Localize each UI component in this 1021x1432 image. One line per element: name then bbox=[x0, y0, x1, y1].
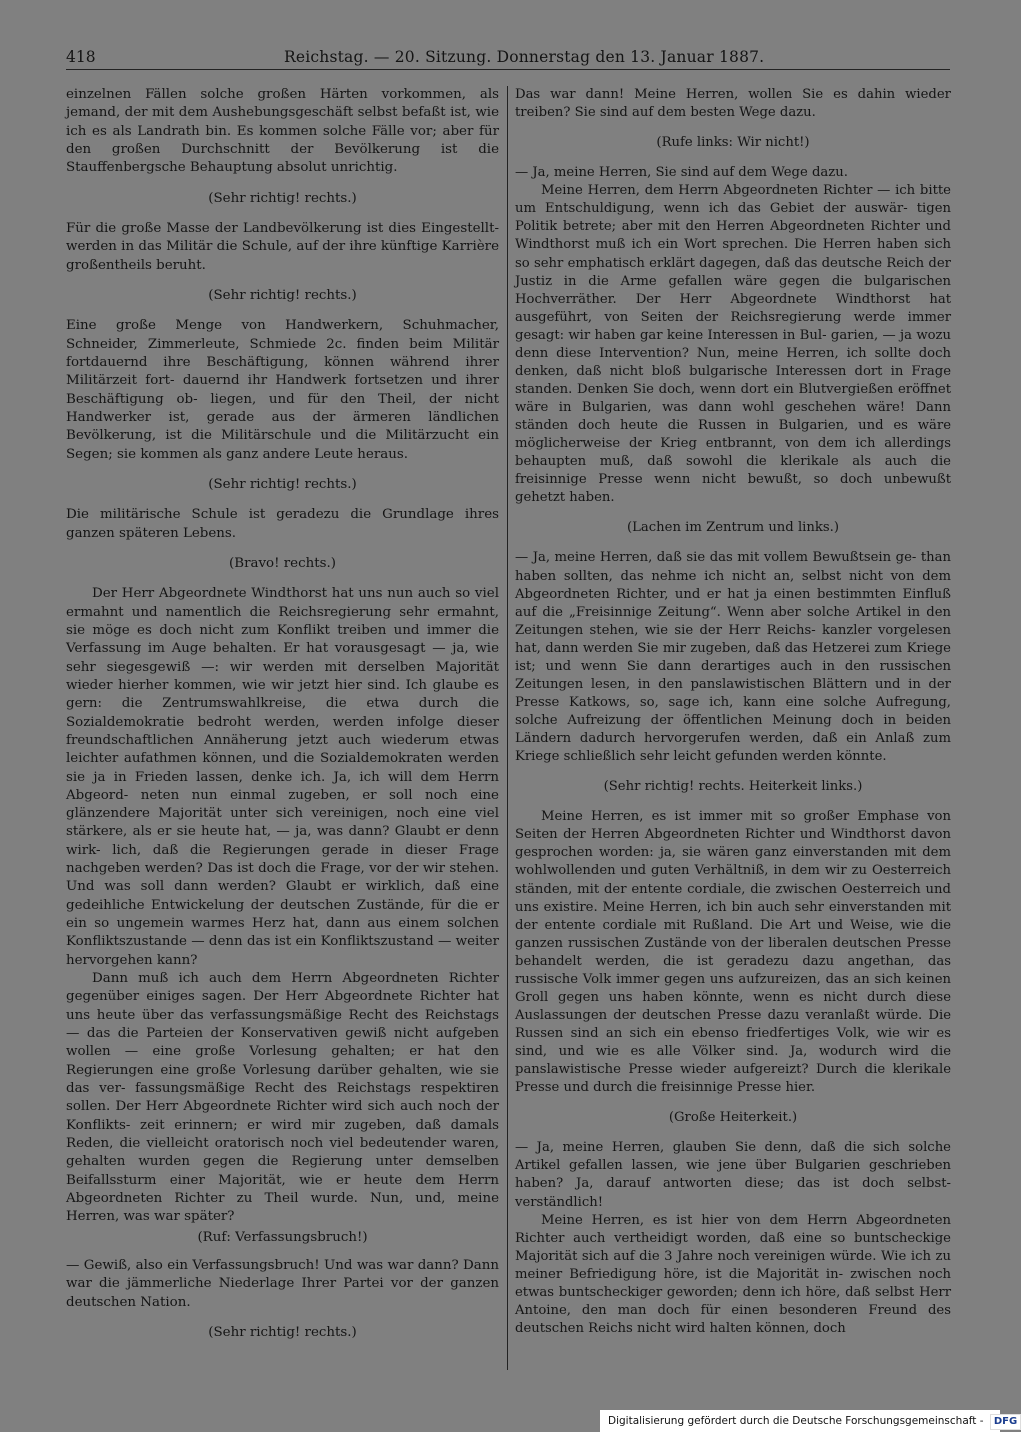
interjection: (Bravo! rechts.) bbox=[229, 555, 336, 571]
paragraph: Meine Herren, es ist immer mit so großer Emphase von Seiten der Herren Abgeordneten Richter und Windthorst davon gesprochen worden: ja, sie wären ganz einverstanden mit dem wohlwollenden und guten Verhältniß, in dem wir zu Oesterreich ständen, mit der entente cordiale, die zwischen Oesterreich und uns existire. Meine Herren, ich bin auch sehr einverstanden mit der entente cordiale mit Rußland. Die Art und Weise, wie die ganzen russischen Zustände von der liberalen deutschen Presse behandelt werden, die ist geradezu dazu angethan, das russische Volk immer gegen uns aufzureizen, das an sich keinen Groll gegen uns haben könnte, wenn es nicht durch diese Auslassungen der deutschen Presse dazu veranlaßt würde. Die Russen sind an sich ein ebenso friedfertiges Volk, wie wir es sind, und wie es alle Völker sind. Ja, wodurch wird die panslawistische Presse wieder aufgereizt? Durch die klerikale Presse und durch die freisinnige Presse hier. bbox=[515, 809, 951, 1096]
paragraph: Die militärische Schule ist geradezu die Grundlage ihres ganzen späteren Lebens. bbox=[66, 507, 499, 541]
left-column bbox=[66, 86, 499, 1354]
paragraph: Meine Herren, dem Herrn Abgeordneten Richter — ich bitte um Entschuldigung, wenn ich das Gebiet der auswär- tigen Politik betrete; aber mit den Herren Abgeordneten Richter und Windthorst muß ich ein Wort sprechen. Die Herren haben sich so sehr emphatisch erklärt dagegen, daß das deutsche Reich der Justiz in die Arme gefallen wäre gegen die bulgarischen Hochverräther. Der Herr Abgeordnete Windthorst hat ausgeführt, von Seiten der Reichsregierung werde immer gesagt: wir haben gar keine Interessen in Bul- garien, — ja wozu denn diese Intervention? Nun, meine Herren, ich sollte doch denken, daß nicht bloß bulgarische Interessen dort in Frage standen. Denken Sie doch, wenn dort ein Blutvergießen eröffnet wäre in Bulgarien, was dann wohl geschehen wäre! Dann ständen doch heute die Russen in Bulgarien, und es wäre möglicherweise der Krieg entbrannt, von dem ich allerdings behaupten muß, daß sowohl die klerikale als auch die freisinnige Presse wenn nicht bewußt, so doch unbewußt gehetzt haben. bbox=[515, 183, 951, 506]
interjection: (Sehr richtig! rechts.) bbox=[208, 1325, 357, 1341]
paragraph: — Ja, meine Herren, glauben Sie denn, daß die sich solche Artikel gefallen lassen, wie jene über Bulgarien geschrieben haben? Ja, darauf antworten diese; das ist doch selbst- verständlich! bbox=[515, 1140, 951, 1210]
column-divider bbox=[507, 86, 508, 1370]
interjection: (Große Heiterkeit.) bbox=[668, 1110, 798, 1126]
paragraph: — Ja, meine Herren, daß sie das mit vollem Bewußtsein ge- than haben sollten, das nehme ich nicht an, selbst nicht von dem Abgeordneten Richter, und er hat ja einen bestimmten Einfluß auf die „Freisinnige Zeitung“. Wenn aber solche Artikel in den Zeitungen stehen, wie sie der Herr Reichs- kanzler vorgelesen hat, dann werden Sie mir zugeben, daß das Hetzerei zum Kriege ist; und wenn Sie dann derartiges auch in den russischen Zeitungen lesen, in den panslawistischen Blättern und in der Presse Katkows, so, sage ich, kann eine solche Aufregung, solche Aufreizung der öffentlichen Meinung doch in beiden Ländern dadurch hervorgerufen werden, daß ein Anlaß zum Kriege schließlich sehr leicht gefunden werden könnte. bbox=[515, 550, 951, 765]
funding-footer bbox=[608, 1414, 1021, 1428]
interjection: (Lachen im Zentrum und links.) bbox=[627, 520, 839, 536]
right-column bbox=[515, 86, 951, 1338]
paragraph: — Ja, meine Herren, Sie sind auf dem Wege dazu. bbox=[515, 165, 848, 181]
interjection: (Rufe links: Wir nicht!) bbox=[656, 135, 810, 151]
interjection: (Sehr richtig! rechts.) bbox=[208, 287, 357, 303]
footer-text: Digitalisierung gefördert durch die Deutsche Forschungsgemeinschaft - bbox=[608, 1415, 984, 1427]
page-header bbox=[66, 46, 950, 68]
page-number: 418 bbox=[66, 48, 96, 66]
paragraph: einzelnen Fällen solche großen Härten vorkommen, als jemand, der mit dem Aushebungsgeschäft selbst befaßt ist, wie ich es als Landrath bin. Es kommen solche Fälle vor; aber für den großen Durchschnitt der Bevölkerung ist die Stauffenbergsche Behauptung absolut unrichtig. bbox=[66, 87, 499, 176]
interjection: (Sehr richtig! rechts.) bbox=[208, 476, 357, 492]
interjection: (Sehr richtig! rechts. Heiterkeit links.) bbox=[603, 779, 863, 795]
paragraph: — Gewiß, also ein Verfassungsbruch! Und was war dann? Dann war die jämmerliche Niederlage Ihrer Partei vor der ganzen deutschen Nation. bbox=[66, 1258, 499, 1310]
dfg-logo: DFG bbox=[990, 1414, 1021, 1430]
paragraph: Das war dann! Meine Herren, wollen Sie es dahin wieder treiben? Sie sind auf dem besten Wege dazu. bbox=[515, 87, 951, 121]
running-title: Reichstag. — 20. Sitzung. Donnerstag den 13. Januar 1887. bbox=[284, 48, 765, 66]
interjection: (Sehr richtig! rechts.) bbox=[208, 190, 357, 206]
interjection: (Ruf: Verfassungsbruch!) bbox=[197, 1229, 368, 1245]
paragraph: Der Herr Abgeordnete Windthorst hat uns nun auch so viel ermahnt und namentlich die Reichsregierung sehr ermahnt, sie möge es doch nicht zum Konflikt treiben und immer die Verfassung im Auge behalten. Er hat vorausgesagt — ja, wie sehr siegesgewiß —: wir werden mit derselben Majorität wieder hierher kommen, wie wir jetzt hier sind. Ich glaube es gern: die Zentrumswahlkreise, die etwa durch die Sozialdemokratie bedroht werden, werden infolge dieser freundschaftlichen Annäherung jetzt auch wiederum etwas leichter aufathmen können, und die Sozialdemokraten werden sie ja in Frieden lassen, denke ich. Ja, ich will dem Herrn Abgeord- neten nun einmal zugeben, er soll noch eine glänzendere Majorität unter sich vereinigen, noch eine viel stärkere, als er sie heute hat, — ja, was dann? Glaubt er denn wirk- lich, daß die Regierungen gerade in dieser Frage nachgeben werden? Das ist doch die Frage, vor der wir stehen. Und was soll dann werden? Glaubt er wirklich, daß eine gedeihliche Entwickelung der deutschen Zustände, für die er ein so ungemein warmes Herz hat, dann aus einem solchen Konfliktszustande — denn das ist ein Konfliktszustand — weiter hervorgehen kann? bbox=[66, 586, 499, 968]
paragraph: Eine große Menge von Handwerkern, Schuhmacher, Schneider, Zimmerleute, Schmiede 2c. finden beim Militär fortdauernd ihre Beschäftigung, können während ihrer Militärzeit fort- dauernd ihr Handwerk fortsetzen und ihrer Beschäftigung ob- liegen, und für den Theil, der nicht Handwerker ist, gerade aus der ärmeren ländlichen Bevölkerung, ist die Militärschule und die Militärzucht ein Segen; sie kommen als ganz andere Leute heraus. bbox=[66, 318, 499, 462]
paragraph: Meine Herren, es ist hier von dem Herrn Abgeordneten Richter auch vertheidigt worden, daß eine so buntscheckige Majorität sich auf die 3 Jahre noch vereinigen würde. Wie ich zu meiner Befriedigung höre, ist die Majorität in- zwischen noch etwas buntscheckiger geworden; denn ich höre, daß selbst Herr Antoine, den man doch für einen besonderen Freund des deutschen Reichs nicht wird halten können, doch bbox=[515, 1212, 951, 1336]
header-rule bbox=[66, 69, 950, 70]
paragraph: Für die große Masse der Landbevölkerung ist dies Eingestellt- werden in das Militär die Schule, auf der ihre künftige Karrière großentheils beruht. bbox=[66, 220, 499, 273]
paragraph: Dann muß ich auch dem Herrn Abgeordneten Richter gegenüber einiges sagen. Der Herr Abgeordnete Richter hat uns heute über das verfassungsmäßige Recht des Reichstags — das die Parteien der Konservativen gewiß nicht aufgeben wollen — eine große Vorlesung gehalten; er hat den Regierungen eine große Vorlesung darüber gehalten, wie sie das ver- fassungsmäßige Recht des Reichstags respektiren sollen. Der Herr Abgeordnete Richter wird sich auch noch der Konflikts- zeit erinnern; er wird mir zugeben, daß damals Reden, die vielleicht oratorisch noch viel bedeutender waren, gehalten wurden gegen die Regierung unter demselben Beifallssturm einer Majorität, wie er heute dem Herrn Abgeordneten Richter zu Theil wurde. Nun, und, meine Herren, was war später? bbox=[66, 971, 499, 1225]
